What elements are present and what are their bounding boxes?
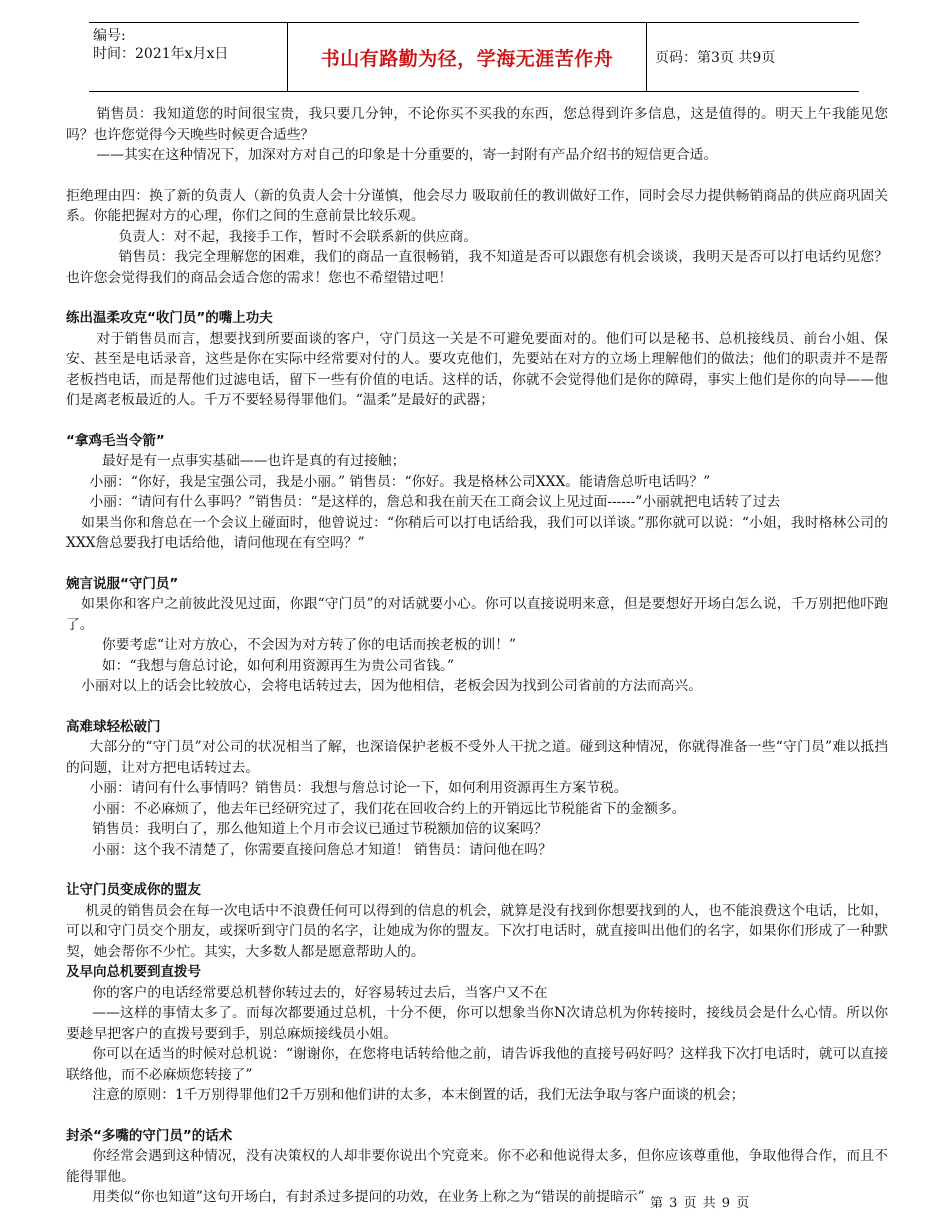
paragraph: 销售员：我明白了，那么他知道上个月市会议已通过节税额加倍的议案吗？: [92, 821, 548, 837]
paragraph: 大部分的“守门员”对公司的状况相当了解，也深谙保护老板不受外人干扰之道。碰到这种情况，你就得准备一些“守门员”难以抵挡的问题，让对方把电话转过去。: [66, 739, 888, 776]
paragraph: 如果你和客户之前彼此没见过面，你跟“守门员”的对话就要小心。你可以直接说明来意，但是要想好开场白怎么说，千万别把他吓跑了。: [66, 596, 888, 633]
header-page-label: 页码：第3页 共9页: [655, 50, 776, 66]
paragraph-gap: [66, 860, 888, 880]
section-heading: 让守门员变成你的盟友: [66, 882, 201, 898]
paragraph: 销售员：我知道您的时间很宝贵，我只要几分钟，不论你买不买我的东西，您总得到许多信息，这是值得的。明天上午我能见您吗？也许您觉得今天晚些时候更合适些？: [66, 106, 888, 143]
document-time-label: 时间：2021年x月x日: [93, 46, 229, 62]
paragraph: 你经常会遇到这种情况，没有决策权的人却非要你说出个究竟来。你不必和他说得太多，但你应该尊重他，争取他得合作，而且不能得罪他。: [66, 1148, 888, 1185]
paragraph: 拒绝理由四：换了新的负责人（新的负责人会十分谨慎，他会尽力 吸取前任的教训做好工作，同时会尽力提供畅销商品的供应商巩固关系。你能把握对方的心理，你们之间的生意前景比较乐观。: [66, 187, 888, 224]
paragraph: 如：“我想与詹总讨论，如何利用资源再生为贵公司省钱。”: [101, 657, 455, 674]
paragraph: ——这样的事情太多了。而每次都要通过总机，十分不便，你可以想象当你N次请总机为你转接时，接线员会是什么心情。所以你要趁早把客户的直拨号要到手，别总麻烦接线员小姐。: [66, 1005, 888, 1042]
document-body: [66, 104, 888, 1208]
paragraph: 注意的原则：1千万别得罪他们2千万别和他们讲的太多，本末倒置的话，我们无法争取与客户面谈的机会；: [92, 1087, 745, 1103]
paragraph: ——其实在这种情况下，加深对方对自己的印象是十分重要的，寄一封附有产品介绍书的短信更合适。: [96, 147, 718, 163]
paragraph: 小丽：“请问有什么事吗？”销售员：“是这样的，詹总和我在前天在工商会议上见过面------”小丽就把电话转了过去: [89, 494, 781, 510]
paragraph: 最好是有一点事实基础——也许是真的有过接触；: [101, 453, 406, 469]
section-heading: 及早向总机要到直拨号: [66, 964, 201, 980]
section-heading: 练出温柔攻克“收门员”的嘴上功夫: [66, 310, 273, 326]
page-footer: 第 3 页 共 9 页: [650, 1196, 750, 1211]
header-meta: [89, 23, 287, 91]
paragraph: 用类似“你也知道”这句开场白，有封杀过多提问的功效，在业务上称之为“错误的前提暗示”: [92, 1189, 645, 1205]
paragraph: 负责人：对不起，我接手工作，暂时不会联系新的供应商。: [118, 228, 478, 245]
paragraph-gap: [66, 554, 888, 574]
section-heading: 高难球轻松破门: [66, 718, 161, 735]
paragraph-gap: [66, 166, 888, 186]
paragraph: 对于销售员而言，想要找到所要面谈的客户，守门员这一关是不可避免要面对的。他们可以是秘书、总机接线员、前台小姐、保安、甚至是电话录音，这些是你在实际中经常要对付的人。要攻克他们，先要站在对方的立场上理解他们的做法；他们的职责并不是帮老板挡电话，而是帮他们过滤电话，留下一些有价值的电话。这样的话，你就不会觉得他们是你的障碍，事实上他们是你的向导——他们是离老板最近的人。千万不要轻易得罪他们。“温柔”是最好的武器；: [66, 330, 888, 408]
paragraph: 你要考虑“让对方放心，不会因为对方转了你的电话而挨老板的训！”: [101, 637, 517, 653]
page-header: [89, 22, 859, 92]
paragraph: 小丽：不必麻烦了，他去年已经研究过了，我们花在回收合约上的开销远比节税能省下的金额多。: [92, 800, 686, 817]
paragraph-gap: [66, 411, 888, 431]
paragraph: 小丽对以上的话会比较放心，会将电话转过去，因为他相信，老板会因为找到公司省前的方法而高兴。: [81, 678, 703, 694]
paragraph-gap: [66, 1106, 888, 1126]
paragraph: 销售员：我完全理解您的困难，我们的商品一直很畅销，我不知道是否可以跟您有机会谈谈，我明天是否可以打电话约见您？也许您会觉得我们的商品会适合您的需求！您也不希望错过吧！: [66, 249, 888, 286]
paragraph: 如果当你和詹总在一个会议上碰面时，他曾说过：“你稍后可以打电话给我，我们可以详谈。”那你就可以说：“小姐，我时格林公司的XXX詹总要我打电话给他，请问他现在有空吗？”: [66, 514, 888, 551]
paragraph-gap: [66, 697, 888, 717]
paragraph: 小丽：这个我不清楚了，你需要直接问詹总才知道！ 销售员：请问他在吗？: [92, 841, 552, 858]
paragraph: 小丽：“你好，我是宝强公司，我是小丽。” 销售员：“你好。我是格林公司XXX。能请詹总听电话吗？”: [89, 473, 711, 490]
header-motto: 书山有路勤为径，学海无涯苦作舟: [287, 23, 647, 91]
paragraph: 机灵的销售员会在每一次电话中不浪费任何可以得到的信息的机会，就算是没有找到你想要找到的人，也不能浪费这个电话，比如，可以和守门员交个朋友，或探听到守门员的名字，让她成为你的盟友。下次打电话时，就直接叫出他们的名字，如果你们形成了一种默契，她会帮你不少忙。其实，大多数人都是愿意帮助人的。: [66, 902, 888, 960]
document-number-label: 编号:: [93, 28, 126, 44]
section-heading: 婉言说服“守门员”: [66, 575, 179, 592]
section-heading: 封杀“多嘴的守门员”的话术: [66, 1127, 233, 1144]
paragraph-gap: [66, 288, 888, 308]
section-heading: “拿鸡毛当令箭”: [66, 432, 165, 449]
paragraph: 你可以在适当的时候对总机说：“谢谢你，在您将电话转给他之前，请告诉我他的直接号码好吗？这样我下次打电话时，就可以直接联络他，而不必麻烦您转接了”: [66, 1046, 888, 1083]
paragraph: 小丽：请问有什么事情吗？销售员：我想与詹总讨论一下，如何利用资源再生方案节税。: [89, 780, 628, 796]
paragraph: 你的客户的电话经常要总机替你转过去的，好容易转过去后，当客户又不在: [92, 984, 548, 1001]
